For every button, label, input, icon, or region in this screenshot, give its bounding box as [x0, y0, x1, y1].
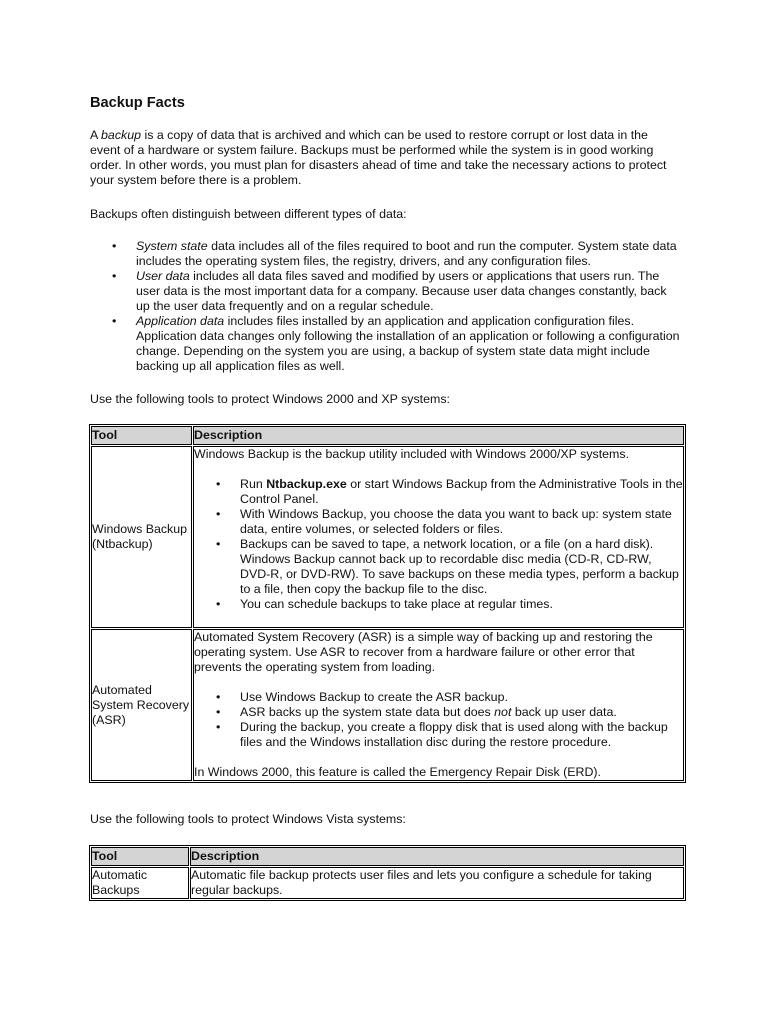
- intro-text: is a copy of data that is archived and which can be used to restore corrupt or lost data in the event of a hardware or system failure. Backups must be performed while the system is in good working order. In other words, you must plan for disasters ahead of time and take the necessary actions to protect your system before there is a problem.: [90, 128, 667, 187]
- list-item: • With Windows Backup, you choose the data you want to back up: system state data, entire volumes, or selected folders or files.: [194, 507, 683, 537]
- tool-cell: Windows Backup (Ntbackup): [91, 446, 192, 628]
- list-item: • ASR backs up the system state data but does not back up user data.: [194, 705, 683, 720]
- page-title: Backup Facts: [90, 95, 185, 111]
- list-item: • Backups can be saved to tape, a network location, or a file (on a hard disk). Windows Backup cannot back up to recordable disc media (CD-R, CD-RW, DVD-R, or DVD-RW). To save backups on these media types, perform a backup to a file, then copy the backup file to the disc.: [194, 537, 683, 597]
- vista-intro: Use the following tools to protect Windows Vista systems:: [90, 812, 406, 826]
- list-item: • You can schedule backups to take place at regular times.: [194, 597, 683, 612]
- intro-term: backup: [101, 128, 141, 142]
- column-header-description: Description: [190, 847, 684, 866]
- tool-cell: Automated System Recovery (ASR): [91, 629, 192, 781]
- list-item: • User data includes all data files saved and modified by users or applications that users run. The user data is the most important data for a company. Because user data changes constantly, back up the user data frequently and on a regular schedule.: [90, 269, 680, 314]
- bullet-list: [194, 690, 683, 750]
- tool-cell: Automatic Backups: [91, 867, 189, 899]
- column-header-description: Description: [193, 426, 684, 445]
- list-item: • Application data includes files installed by an application and application configuration files. Application data changes only following the installation of an application or following a configuration change. Depending on the system you are using, a backup of system state data might include backing up all application files as well.: [90, 314, 680, 374]
- column-header-tool: Tool: [91, 426, 192, 445]
- vista-tools-table: [89, 845, 686, 901]
- table-header-row: [91, 847, 684, 866]
- list-item: • Run Ntbackup.exe or start Windows Backup from the Administrative Tools in the Control Panel.: [194, 477, 683, 507]
- list-item: • System state data includes all of the files required to boot and run the computer. System state data includes the operating system files, the registry, drivers, and any configuration files.: [90, 239, 680, 269]
- types-intro: Backups often distinguish between different types of data:: [90, 207, 407, 221]
- description-cell: Automatic file backup protects user files and lets you configure a schedule for taking regular backups.: [190, 867, 684, 899]
- bullet-list: [194, 477, 683, 612]
- table-row: [91, 446, 684, 628]
- list-item: • During the backup, you create a floppy disk that is used along with the backup files and the Windows installation disc during the restore procedure.: [194, 720, 683, 750]
- column-header-tool: Tool: [91, 847, 189, 866]
- description-cell: Windows Backup is the backup utility included with Windows 2000/XP systems. • Run Ntbackup.exe or start Windows Backup from the Administrative Tools in the Control Panel. • With Windows Backup, you choose the data you want to back up: system state data, entire volumes, or selected folders or files. • Backups can be saved to tape, a network location, or a file (on a hard disk). Windows Backup cannot back up to recordable disc media (CD-R, CD-RW, DVD-R, or DVD-RW). To save backups on these media types, perform a backup to a file, then copy the backup file to the disc. • You can schedule backups to take place at regular times.: [193, 446, 684, 628]
- description-cell: Automated System Recovery (ASR) is a simple way of backing up and restoring the operating system. Use ASR to recover from a hardware failure or other error that prevents the operating system from loading. • Use Windows Backup to create the ASR backup. • ASR backs up the system state data but does not back up user data. • During the backup, you create a floppy disk that is used along with the backup files and the Windows installation disc during the restore procedure. In Windows 2000, this feature is called the Emergency Repair Disk (ERD).: [193, 629, 684, 781]
- table-header-row: [91, 426, 684, 445]
- table-row: [91, 867, 684, 899]
- data-types-list: [90, 239, 680, 374]
- table-row: [91, 629, 684, 781]
- xp-tools-table: [89, 424, 686, 783]
- intro-lead: A: [90, 128, 102, 142]
- list-item: • Use Windows Backup to create the ASR backup.: [194, 690, 683, 705]
- xp-intro: Use the following tools to protect Windows 2000 and XP systems:: [90, 392, 450, 406]
- intro-paragraph: [90, 128, 680, 188]
